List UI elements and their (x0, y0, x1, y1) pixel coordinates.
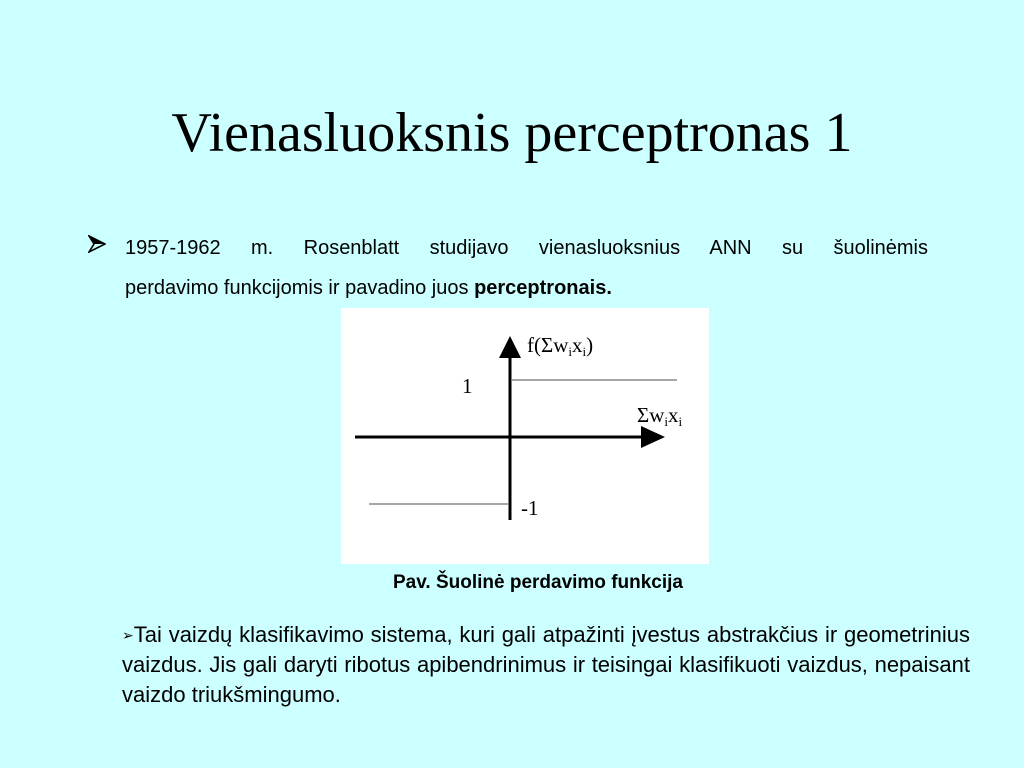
bullet-item-2 (122, 620, 970, 710)
bullet-2-text: Tai vaizdų klasifikavimo sistema, kuri gali atpažinti įvestus abstrakčius ir geometrinius vaizdus. Jis gali daryti ribotus apibendrinimus ir teisingai klasifikuoti vaizdus, nepaisant vaizdo triukšmingumo. (122, 622, 970, 707)
figure-caption: Pav. Šuolinė perdavimo funkcija (392, 572, 683, 593)
bullet-1-line-2: perdavimo funkcijomis ir pavadino juos (125, 277, 475, 299)
y-axis-arrow-icon (499, 336, 521, 358)
arrow-bullet-icon (88, 235, 106, 253)
level-low-label: -1 (521, 496, 539, 520)
y-axis-label: f(Σwixi) (527, 333, 594, 359)
x-axis-label: Σwixi (637, 403, 683, 429)
step-function-figure (341, 308, 709, 564)
perceptronais-bold: perceptronais. (474, 277, 612, 299)
level-high-label: 1 (462, 374, 473, 398)
bullet-2-paragraph (122, 620, 970, 710)
x-axis-arrow-icon (641, 426, 665, 448)
bullet-1-line-1: 1957-1962 m. Rosenblatt studijavo vienasluoksnius ANN su šuolinėmis (125, 237, 928, 259)
step-function-chart (341, 308, 709, 564)
small-arrow-bullet-icon: ➢ (122, 627, 134, 643)
bullet-1-text (125, 228, 928, 308)
slide-title: Vienasluoksnis perceptronas 1 (171, 102, 853, 164)
